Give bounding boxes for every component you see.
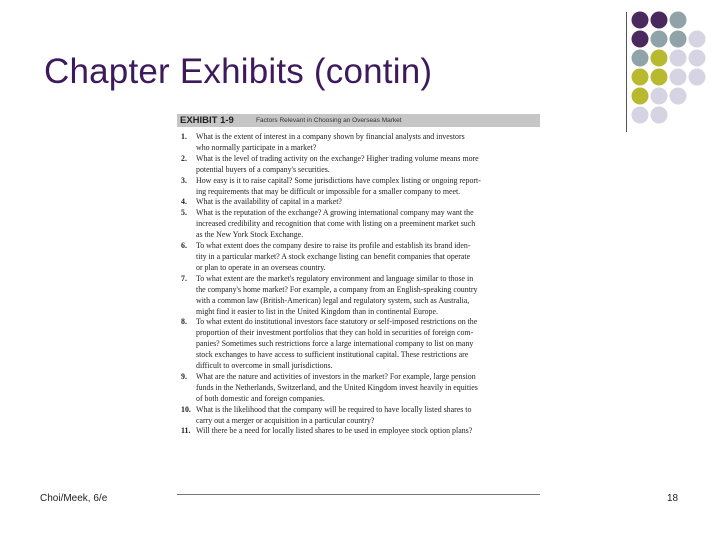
exhibit-item-line: as the New York Stock Exchange. [196,230,304,240]
exhibit-item-number: 6. [181,241,187,251]
exhibit-item-number: 1. [181,132,187,141]
exhibit-item-line: To what extent does the company desire to raise its profile and establish its brand iden- [196,241,471,251]
exhibit-item-number: 9. [181,371,187,381]
exhibit-item [177,274,540,318]
exhibit-item [177,426,540,437]
exhibit-item-line: What is the reputation of the exchange? A growing international company may want the [196,208,474,218]
exhibit-item-number: 8. [181,317,187,327]
decorative-dot [632,107,649,124]
exhibit-item-text [196,132,536,154]
exhibit-item-line: carry out a merger or acquisition in a particular country? [196,415,375,425]
exhibit-item [177,241,540,274]
decorative-dot [670,31,687,48]
exhibit-item [177,372,540,405]
exhibit-item-text [196,426,536,437]
exhibit-item-line: To what extent are the market's regulatory environment and language similar to those in [196,273,474,283]
exhibit-item-line: What is the likelihood that the company will be required to have locally listed shares to [196,404,472,414]
decorative-dot [651,50,668,67]
decorative-dot [651,69,668,86]
exhibit-item-number: 3. [181,175,187,185]
exhibit-item [177,197,540,208]
exhibit-item-line: proportion of their investment portfolios that they can hold in securities of foreign com- [196,328,474,338]
decorative-dot [632,31,649,48]
decorative-dot [632,88,649,105]
decorative-dot [670,88,687,105]
decorative-dot [632,50,649,67]
exhibit-item [177,405,540,427]
exhibit-item-text [196,241,536,274]
decorative-dot [651,107,668,124]
exhibit-item-line: panies? Sometimes such restrictions force a large international company to list on many [196,339,474,349]
exhibit-item-line: with a common law (British-American) legal and regulatory system, such as Australia, [196,295,470,305]
exhibit-item-number: 11. [181,426,191,436]
exhibit-item-line: potential buyers of a company's securities. [196,164,330,174]
exhibit-item-text [196,317,536,372]
slide-title: Chapter Exhibits (contin) [44,52,433,91]
exhibit-item [177,154,540,176]
decorative-dot [670,50,687,67]
exhibit-image [177,114,540,495]
exhibit-item-line: funds in the Netherlands, Switzerland, and the United Kingdom invest heavily in equities [196,382,478,392]
decorative-dot [670,69,687,86]
exhibit-item-text [196,208,536,241]
decorative-dot [632,12,649,29]
exhibit-item-line: tity in a particular market? A stock exchange listing can benefit companies that operate [196,251,471,261]
exhibit-header [177,114,540,127]
exhibit-item [177,317,540,372]
exhibit-item-line: increased credibility and recognition that come with listing on a preeminent market such [196,219,476,229]
decorative-dot [651,88,668,105]
exhibit-item-line: What is the availability of capital in a market? [196,197,342,207]
exhibit-item-text [196,372,536,405]
exhibit-item-number: 2. [181,153,187,163]
exhibit-item [177,208,540,241]
decorative-dot [670,12,687,29]
exhibit-item-number: 4. [181,197,187,207]
page-number: 18 [667,493,679,504]
exhibit-item-line: or plan to operate in an overseas country. [196,262,326,272]
exhibit-item-text [196,154,536,176]
exhibit-item-line: What are the nature and activities of investors in the market? For example, large pension [196,371,476,381]
exhibit-item-number: 5. [181,208,187,218]
decorative-dot [632,69,649,86]
exhibit-item-line: How easy is it to raise capital? Some jurisdictions have complex listing or ongoing report- [196,175,481,185]
exhibit-list [177,132,540,437]
exhibit-item-line: who normally participate in a market? [196,142,317,152]
exhibit-item-line: To what extent do institutional investors face statutory or self-imposed restrictions on the [196,317,478,327]
decorative-dot [651,31,668,48]
exhibit-item-line: of both domestic and foreign companies. [196,393,325,403]
decorative-dot [689,31,706,48]
exhibit-item-line: might find it easier to list in the United Kingdom than in continental Europe. [196,306,438,316]
exhibit-item-line: What is the level of trading activity on the exchange? Higher trading volume means more [196,153,479,163]
exhibit-item-text [196,405,536,427]
exhibit-item-line: the company's home market? For example, a company from an English-speaking country [196,284,478,294]
exhibit-caption: Factors Relevant in Choosing an Overseas Market [256,117,402,124]
decorative-dot [651,12,668,29]
exhibit-item-text [196,176,536,198]
exhibit-item-text [196,197,536,208]
exhibit-item-text [196,274,536,318]
exhibit-item-number: 10. [181,404,191,414]
exhibit-item-line: ing requirements that may be difficult or impossible for a smaller company to meet. [196,186,461,196]
exhibit-item-line: difficult to overcome in small jurisdictions. [196,361,333,371]
exhibit-item-line: What is the extent of interest in a company shown by financial analysts and investors [196,132,465,141]
exhibit-item-line: Will there be a need for locally listed shares to be used in employee stock option plans? [196,426,473,436]
exhibit-item-line: stock exchanges to have access to sufficient institutional capital. These restrictions are [196,350,469,360]
footer-citation: Choi/Meek, 6/e [40,493,108,504]
decorative-dot [689,50,706,67]
exhibit-item [177,176,540,198]
exhibit-item-number: 7. [181,273,187,283]
exhibit-label: EXHIBIT 1-9 [180,115,234,126]
exhibit-item [177,132,540,154]
decorative-dot [689,69,706,86]
